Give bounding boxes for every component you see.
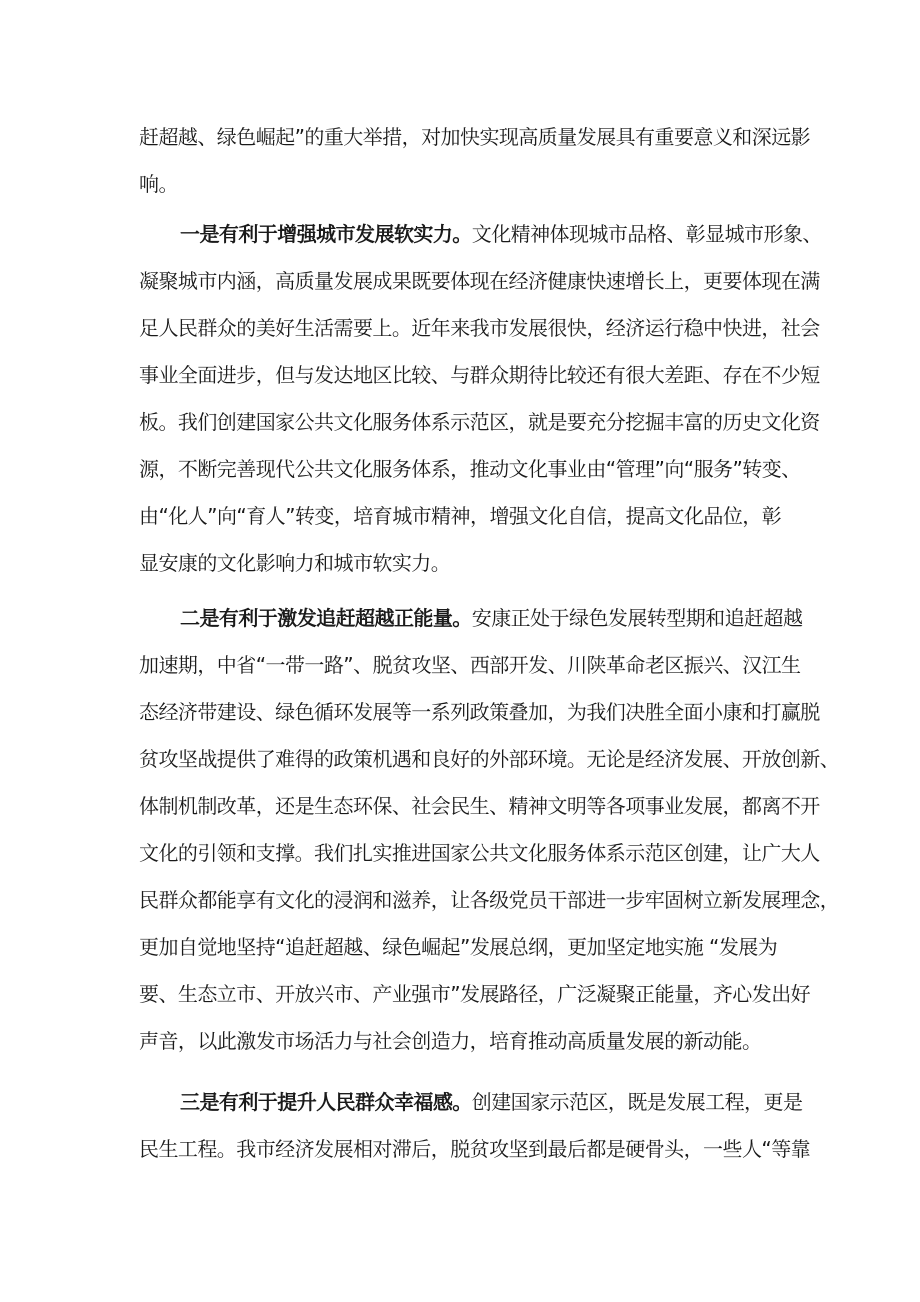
text-line: 文化的引领和支撑。我们扎实推进国家公共文化服务体系示范区创建，让广大人 xyxy=(139,841,820,865)
text-line: 体制机制改革，还是生态环保、社会民生、精神文明等各项事业发展，都离不开 xyxy=(139,794,820,818)
text-line: 源，不断完善现代公共文化服务体系，推动文化事业由“管理”向“服务”转变、 xyxy=(139,457,801,481)
text-line: 赶超越、绿色崛起”的重大举措，对加快实现高质量发展具有重要意义和深远影 xyxy=(139,125,811,149)
text-line: 加速期，中省“一带一路”、脱贫攻坚、西部开发、川陕革命老区振兴、汉江生 xyxy=(139,653,801,677)
text-line: 事业全面进步，但与发达地区比较、与群众期待比较还有很大差距、存在不少短 xyxy=(139,363,820,387)
text-line: 凝聚城市内涵，高质量发展成果既要体现在经济健康快速增长上，更要体现在满 xyxy=(139,269,820,293)
text-line: 由“化人”向“育人”转变，培育城市精神，增强文化自信，提高文化品位，彰 xyxy=(139,504,782,528)
paragraph-text: 文化精神体现城市品格、彰显城市形象、 xyxy=(471,222,822,246)
text-line: 更加自觉地坚持“追赶超越、绿色崛起”发展总纲，更加坚定地实施 “发展为 xyxy=(139,935,778,959)
paragraph-heading: 一是有利于增强城市发展软实力。 xyxy=(180,222,472,246)
text-line: 民群众都能享有文化的浸润和滋养，让各级党员干部进一步牢固树立新发展理念， xyxy=(139,888,840,912)
paragraph-line xyxy=(180,601,802,635)
text-line: 显安康的文化影响力和城市软实力。 xyxy=(139,551,451,575)
paragraph-text: 安康正处于绿色发展转型期和追赶超越 xyxy=(471,606,803,630)
paragraph-heading: 二是有利于激发追赶超越正能量。 xyxy=(180,606,472,630)
text-line: 贫攻坚战提供了难得的政策机遇和良好的外部环境。无论是经济发展、开放创新、 xyxy=(139,747,840,771)
text-line: 态经济带建设、绿色循环发展等一系列政策叠加，为我们决胜全面小康和打赢脱 xyxy=(139,700,820,724)
text-line: 民生工程。我市经济发展相对滞后，脱贫攻坚到最后都是硬骨头，一些人“等靠 xyxy=(139,1137,811,1161)
paragraph-line xyxy=(180,1085,802,1119)
paragraph-text: 创建国家示范区，既是发展工程，更是 xyxy=(471,1090,803,1114)
text-line: 足人民群众的美好生活需要上。近年来我市发展很快，经济运行稳中快进，社会 xyxy=(139,316,820,340)
text-line: 声音，以此激发市场活力与社会创造力，培育推动高质量发展的新动能。 xyxy=(139,1029,762,1053)
paragraph-heading: 三是有利于提升人民群众幸福感。 xyxy=(180,1090,472,1114)
text-line: 响。 xyxy=(139,172,178,196)
paragraph-line xyxy=(180,217,822,251)
text-line: 要、生态立市、开放兴市、产业强市”发展路径，广泛凝聚正能量，齐心发出好 xyxy=(139,982,811,1006)
text-line: 板。我们创建国家公共文化服务体系示范区，就是要充分挖掘丰富的历史文化资 xyxy=(139,410,820,434)
